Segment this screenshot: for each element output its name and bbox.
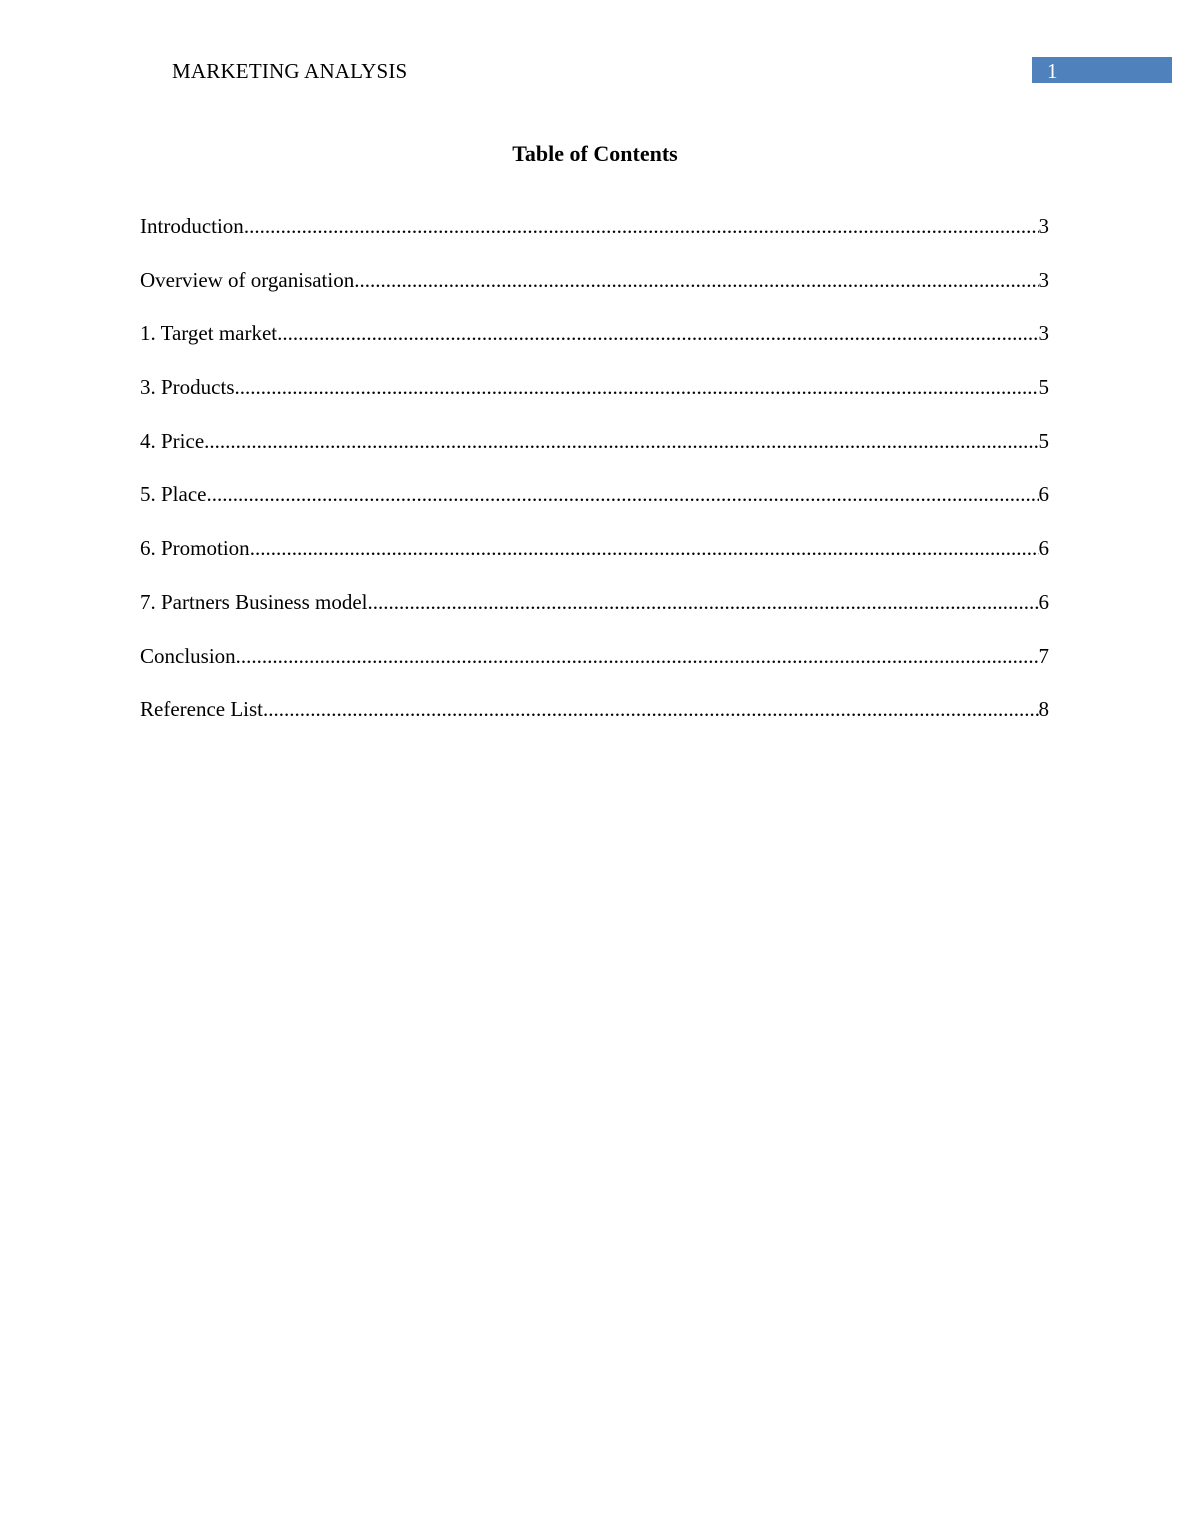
- toc-entry-page: 7: [1038, 643, 1049, 668]
- table-of-contents: [140, 212, 1049, 749]
- toc-entry-page: 3: [1038, 321, 1049, 346]
- toc-dot-leader: [244, 212, 1039, 240]
- toc-entry-label: 7. Partners Business model: [140, 589, 368, 614]
- toc-dot-leader: [236, 642, 1039, 670]
- toc-entry-label: Conclusion: [140, 643, 236, 668]
- toc-entry-label: Overview of organisation: [140, 267, 355, 292]
- toc-entry-overview[interactable]: [140, 266, 1049, 320]
- toc-entry-partners-business-model[interactable]: [140, 588, 1049, 642]
- page-number-badge: [1032, 57, 1172, 83]
- toc-entry-label: 6. Promotion: [140, 536, 250, 561]
- toc-entry-place[interactable]: [140, 480, 1049, 534]
- toc-entry-page: 8: [1038, 697, 1049, 722]
- toc-entry-page: 6: [1038, 589, 1049, 614]
- toc-entry-label: 5. Place: [140, 482, 207, 507]
- toc-entry-page: 6: [1038, 482, 1049, 507]
- toc-heading: Table of Contents: [512, 141, 678, 166]
- toc-entry-reference-list[interactable]: [140, 695, 1049, 749]
- toc-dot-leader: [250, 534, 1039, 562]
- toc-dot-leader: [206, 480, 1038, 508]
- toc-entry-label: Reference List: [140, 697, 264, 722]
- toc-entry-conclusion[interactable]: [140, 642, 1049, 696]
- toc-entry-page: 3: [1038, 267, 1049, 292]
- toc-entry-page: 3: [1038, 214, 1049, 238]
- toc-entry-introduction[interactable]: [140, 212, 1049, 266]
- toc-dot-leader: [204, 427, 1038, 455]
- toc-entry-page: 5: [1038, 428, 1049, 453]
- toc-dot-leader: [263, 695, 1038, 723]
- toc-entry-page: 6: [1038, 536, 1049, 561]
- running-header-title: MARKETING ANALYSIS: [172, 59, 408, 83]
- toc-entry-label: Introduction: [140, 214, 244, 238]
- toc-entry-page: 5: [1038, 375, 1049, 400]
- page-number: 1: [1047, 59, 1058, 83]
- toc-entry-label: 3. Products: [140, 375, 235, 400]
- toc-entry-target-market[interactable]: [140, 319, 1049, 373]
- toc-entry-price[interactable]: [140, 427, 1049, 481]
- toc-dot-leader: [367, 588, 1038, 616]
- toc-dot-leader: [277, 319, 1038, 347]
- toc-entry-products[interactable]: [140, 373, 1049, 427]
- toc-dot-leader: [235, 373, 1039, 401]
- toc-dot-leader: [354, 266, 1038, 294]
- toc-entry-promotion[interactable]: [140, 534, 1049, 588]
- toc-entry-label: 4. Price: [140, 428, 205, 453]
- toc-entry-label: 1. Target market: [140, 321, 278, 346]
